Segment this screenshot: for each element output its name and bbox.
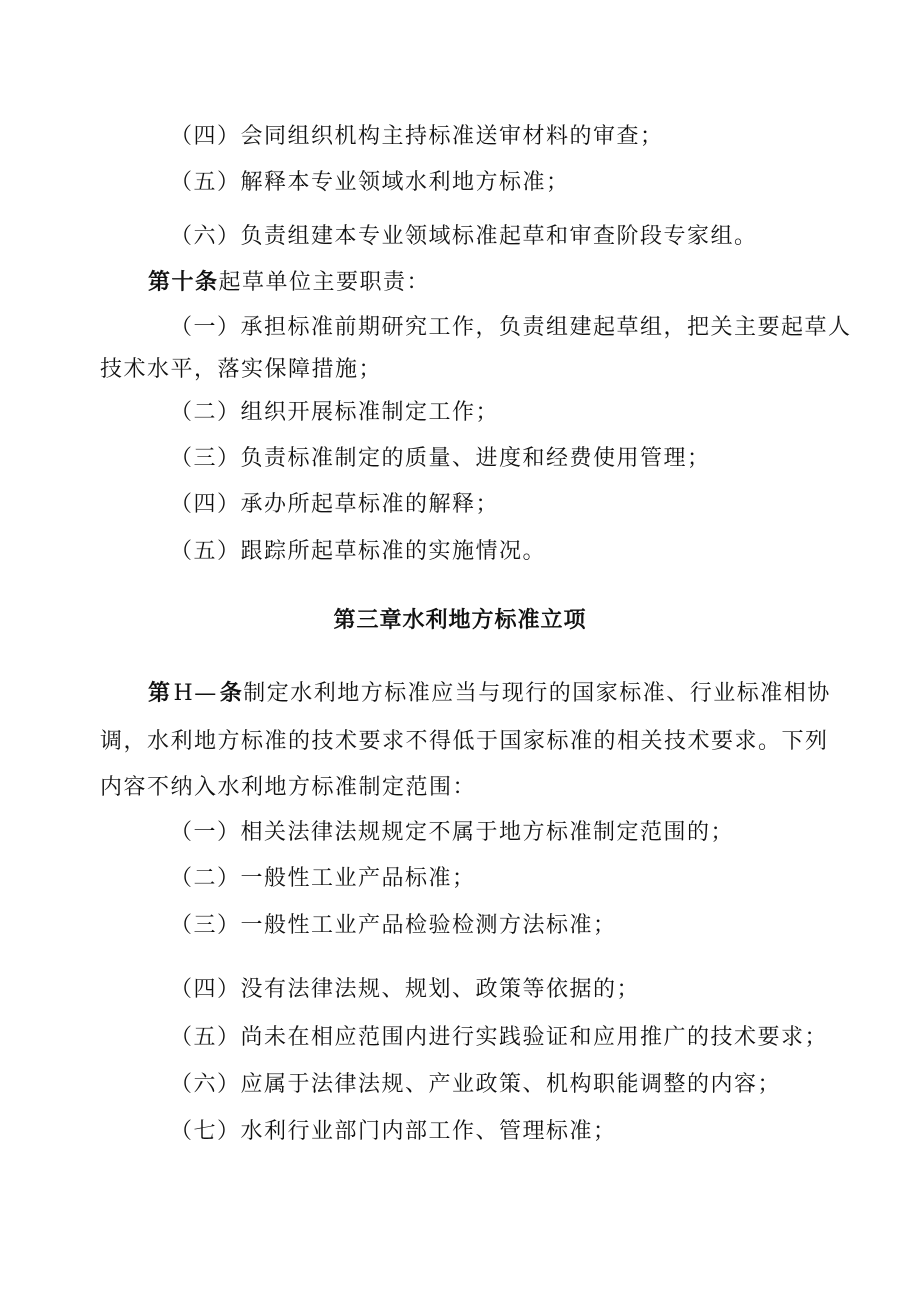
- duty-item-6: （六）负责组建本专业领域标准起草和审查阶段专家组。: [170, 224, 758, 249]
- article-11-label-suffix: 条: [219, 681, 244, 706]
- exclusion-item-6: （六）应属于法律法规、产业政策、机构职能调整的内容；: [170, 1072, 782, 1097]
- exclusion-item-7: （七）水利行业部门内部工作、管理标准；: [170, 1119, 617, 1144]
- article-11-text-1: 制定水利地方标准应当与现行的国家标准、行业标准相协: [243, 681, 831, 706]
- article-11-label-prefix: 第: [148, 681, 172, 706]
- chapter-3-title: 第三章水利地方标准立项: [333, 608, 587, 633]
- exclusion-item-4: （四）没有法律法规、规划、政策等依据的；: [170, 977, 641, 1002]
- article-11-label-middle: H—: [173, 681, 218, 706]
- article-11-line-3: 内容不纳入水利地方标准制定范围：: [100, 775, 477, 800]
- article-10-item-1-line-1: （一）承担标准前期研究工作，负责组建起草组，把关主要起草人: [170, 315, 852, 340]
- article-10-label: 第十条: [148, 270, 219, 295]
- article-11-line-2: 调，水利地方标准的技术要求不得低于国家标准的相关技术要求。下列: [100, 729, 829, 754]
- exclusion-item-5: （五）尚未在相应范围内进行实践验证和应用推广的技术要求；: [170, 1025, 829, 1050]
- article-10-item-5: （五）跟踪所起草标准的实施情况。: [170, 539, 547, 564]
- article-10-text: 起草单位主要职责：: [218, 270, 431, 295]
- duty-item-4: （四）会同组织机构主持标准送审材料的审查；: [170, 124, 664, 149]
- article-10-header: [148, 268, 430, 298]
- exclusion-item-2: （二）一般性工业产品标准；: [170, 866, 476, 891]
- article-10-item-2: （二）组织开展标准制定工作；: [170, 400, 500, 425]
- article-10-item-3: （三）负责标准制定的质量、进度和经费使用管理；: [170, 446, 711, 471]
- article-11-line-1: [148, 679, 831, 709]
- exclusion-item-1: （一）相关法律法规规定不属于地方标准制定范围的；: [170, 820, 735, 845]
- article-10-item-1-line-2: 技术水平，落实保障措施；: [100, 357, 383, 382]
- article-10-item-4: （四）承办所起草标准的解释；: [170, 492, 500, 517]
- duty-item-5: （五）解释本专业领域水利地方标准；: [170, 170, 570, 195]
- exclusion-item-3: （三）一般性工业产品检验检测方法标准；: [170, 913, 617, 938]
